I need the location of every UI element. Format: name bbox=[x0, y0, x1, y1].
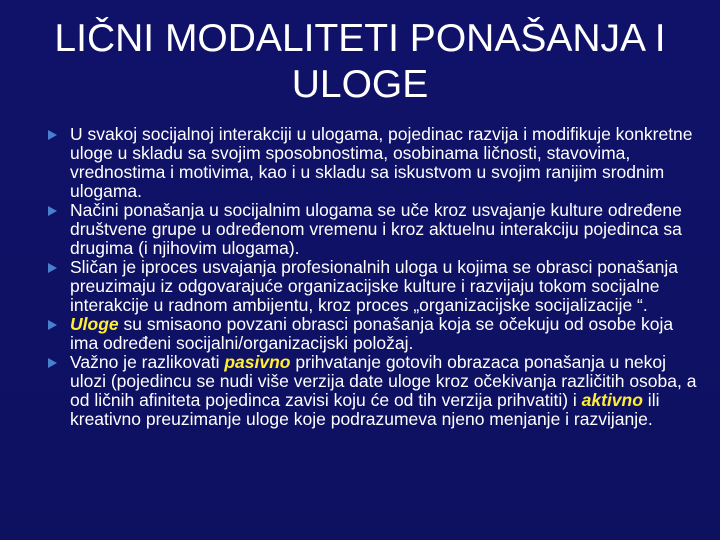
emphasized-term: aktivno bbox=[581, 390, 643, 410]
bullet-text: Važno je razlikovati bbox=[70, 352, 225, 372]
slide-title-line-1: LIČNI MODALITETI PONAŠANJA I bbox=[54, 17, 666, 60]
bullet-text: su smisaono povzani obrasci ponašanja koja se očekuju od osobe koja ima određeni socijalni/organizacijski položaj. bbox=[70, 314, 674, 353]
slide-title-line-2: ULOGE bbox=[291, 63, 429, 106]
bullet-text: U svakoj socijalnoj interakciji u ulogama, pojedinac razvija i modifikuje konkretne uloge u skladu sa svojim sposobnostima, osobinama ličnosti, stavovima, vrednostima i motivima, kao i u skladu sa iskustvom u svojim ranijim srodnim ulogama. bbox=[70, 124, 693, 201]
emphasized-term: Uloge bbox=[70, 314, 119, 334]
slide-title bbox=[40, 16, 680, 108]
bullet-item bbox=[48, 353, 698, 429]
bullet-list bbox=[48, 125, 698, 429]
triangle-bullet-icon bbox=[48, 358, 57, 368]
bullet-item bbox=[48, 315, 698, 353]
triangle-bullet-icon bbox=[48, 206, 57, 216]
bullet-item bbox=[48, 125, 698, 201]
bullet-item bbox=[48, 201, 698, 258]
triangle-bullet-icon bbox=[48, 320, 57, 330]
bullet-text: Načini ponašanja u socijalnim ulogama se uče kroz usvajanje kulture određene društvene grupe u određenom vremenu i kroz aktuelnu interakciju pojedinca sa drugima (i njihovim ulogama). bbox=[70, 200, 682, 258]
bullet-text: Sličan je iproces usvajanja profesionalnih uloga u kojima se obrasci ponašanja preuzimaju iz odgovarajuće organizacijske kulture i razvijaju tokom socijalne interakcije u radnom ambijentu, kroz proces „organizacijske socijalizacije “. bbox=[70, 257, 679, 315]
bullet-text: prihvatanje gotovih obrazaca ponašanja u nekoj ulozi (pojedincu se nudi više verzija date uloge kroz očekivanja različitih osoba, a od ličnih afiniteta pojedinca zavisi koju će od tih verzija prihvatiti) i bbox=[70, 352, 697, 410]
triangle-bullet-icon bbox=[48, 130, 57, 140]
bullet-item bbox=[48, 258, 698, 315]
bullet-text: ili kreativno preuzimanje uloge koje podrazumeva njeno menjanje i razvijanje. bbox=[70, 390, 660, 429]
emphasized-term: pasivno bbox=[224, 352, 291, 372]
triangle-bullet-icon bbox=[48, 263, 57, 273]
